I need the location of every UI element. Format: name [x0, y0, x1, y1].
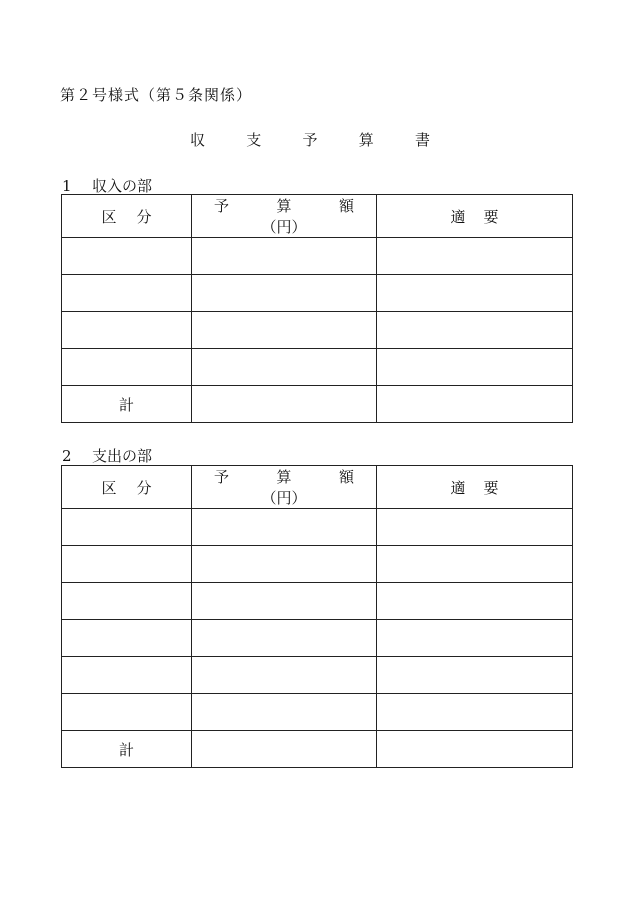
- note-cell[interactable]: [377, 583, 573, 620]
- section-title: 支出の部: [92, 447, 153, 465]
- amount-header: 予 算 額 （円）: [192, 466, 377, 509]
- category-cell[interactable]: [62, 275, 192, 312]
- note-header: 適 要: [377, 195, 573, 238]
- amount-cell[interactable]: [192, 275, 377, 312]
- category-cell[interactable]: [62, 694, 192, 731]
- section-number: 2: [62, 447, 72, 465]
- amount-cell[interactable]: [192, 694, 377, 731]
- note-cell[interactable]: [377, 509, 573, 546]
- note-cell[interactable]: [377, 275, 573, 312]
- title-char: 算: [358, 131, 374, 149]
- table-row: [62, 583, 573, 620]
- income-table: [61, 194, 573, 423]
- total-label: 計: [62, 386, 192, 423]
- table-row: [62, 275, 573, 312]
- category-cell[interactable]: [62, 238, 192, 275]
- total-amount-cell[interactable]: [192, 731, 377, 768]
- total-amount-cell[interactable]: [192, 386, 377, 423]
- total-row: [62, 386, 573, 423]
- table-row: [62, 509, 573, 546]
- section-title: 収入の部: [92, 177, 153, 195]
- amount-cell[interactable]: [192, 583, 377, 620]
- amount-unit: （円）: [261, 489, 307, 507]
- amount-unit: （円）: [261, 218, 307, 236]
- category-header: 区 分: [62, 195, 192, 238]
- note-cell[interactable]: [377, 546, 573, 583]
- table-row: [62, 238, 573, 275]
- amount-cell[interactable]: [192, 312, 377, 349]
- amount-cell[interactable]: [192, 238, 377, 275]
- amount-cell[interactable]: [192, 657, 377, 694]
- category-cell[interactable]: [62, 349, 192, 386]
- note-cell[interactable]: [377, 694, 573, 731]
- note-cell[interactable]: [377, 349, 573, 386]
- amount-cell[interactable]: [192, 509, 377, 546]
- note-cell[interactable]: [377, 657, 573, 694]
- total-note-cell[interactable]: [377, 731, 573, 768]
- income-section-heading: [62, 175, 152, 196]
- note-cell[interactable]: [377, 620, 573, 657]
- category-cell[interactable]: [62, 312, 192, 349]
- note-cell[interactable]: [377, 312, 573, 349]
- category-cell[interactable]: [62, 509, 192, 546]
- amount-cell[interactable]: [192, 349, 377, 386]
- table-row: [62, 657, 573, 694]
- table-row: [62, 620, 573, 657]
- section-number: 1: [62, 177, 72, 195]
- table-row: [62, 312, 573, 349]
- table-row: [62, 546, 573, 583]
- amount-header: 予 算 額 （円）: [192, 195, 377, 238]
- amount-cell[interactable]: [192, 620, 377, 657]
- total-note-cell[interactable]: [377, 386, 573, 423]
- expense-section-heading: [62, 445, 152, 466]
- document-title: [190, 129, 430, 150]
- form-number: 第２号様式（第５条関係）: [60, 86, 253, 104]
- category-cell[interactable]: [62, 620, 192, 657]
- table-header-row: [62, 195, 573, 238]
- category-cell[interactable]: [62, 583, 192, 620]
- amount-cell[interactable]: [192, 546, 377, 583]
- category-header: 区 分: [62, 466, 192, 509]
- category-cell[interactable]: [62, 546, 192, 583]
- title-char: 支: [246, 131, 262, 149]
- table-header-row: [62, 466, 573, 509]
- category-cell[interactable]: [62, 657, 192, 694]
- table-row: [62, 349, 573, 386]
- title-char: 書: [414, 131, 430, 149]
- title-char: 予: [302, 131, 318, 149]
- total-label: 計: [62, 731, 192, 768]
- total-row: [62, 731, 573, 768]
- table-row: [62, 694, 573, 731]
- title-char: 収: [190, 131, 206, 149]
- expense-table: [61, 465, 573, 768]
- note-cell[interactable]: [377, 238, 573, 275]
- note-header: 適 要: [377, 466, 573, 509]
